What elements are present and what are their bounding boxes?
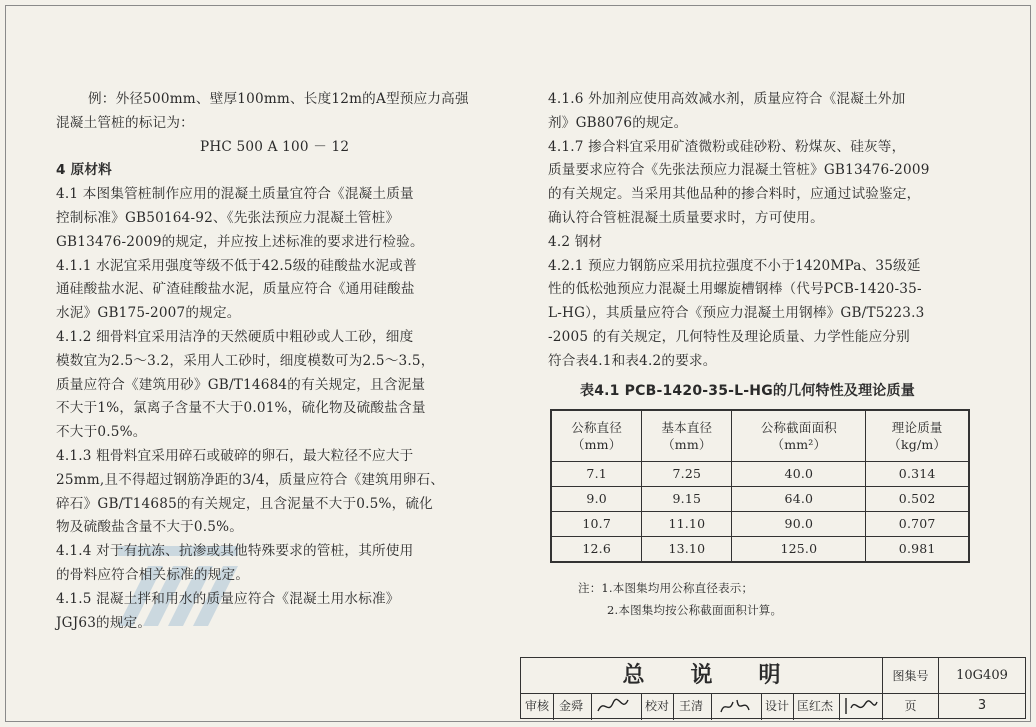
body-line: 性的低松弛预应力混凝土用螺旋槽钢棒（代号PCB-1420-35- (548, 281, 922, 298)
example-code: PHC 500 A 100 － 12 (200, 138, 350, 155)
body-line: 质量要求应符合《先张法预应力混凝土管桩》GB13476-2009 (548, 162, 930, 179)
body-line: 物及硫酸盐含量不大于0.5%。 (56, 519, 244, 536)
body-line: 不大于1%，氯离子含量不大于0.01%，硫化物及硫酸盐含量 (56, 400, 426, 417)
table-cell: 40.0 (732, 462, 866, 487)
checker-name: 王清 (679, 699, 704, 713)
atlas-number-label: 图集号 (883, 658, 939, 694)
example-line: 例：外径500mm、壁厚100mm、长度12m的A型预应力高强 (88, 91, 469, 107)
divider (839, 694, 840, 720)
header-name: 理论质量 (891, 420, 943, 436)
divider (553, 694, 554, 720)
table-header-cell (866, 410, 969, 462)
atlas-number: 10G409 (939, 658, 1025, 694)
check-label: 校对 (645, 699, 670, 713)
body-line: 控制标准》GB50164-92、《先张法预应力混凝土管桩》 (56, 209, 400, 226)
designer-name: 匡红杰 (797, 699, 834, 713)
body-line: 的骨料应符合相关标准的规定。 (56, 566, 250, 583)
body-line: 4.2 钢材 (548, 233, 603, 250)
body-line: 质量应符合《建筑用砂》GB/T14684的有关规定，且含泥量 (56, 376, 426, 393)
body-line: 符合表4.1和表4.2的要求。 (548, 352, 717, 369)
body-line: 碎石》GB/T14685的有关规定，且含泥量不大于0.5%，硫化 (56, 495, 433, 512)
body-line: 4.1.1 水泥宜采用强度等级不低于42.5级的硅酸盐水泥或普 (56, 257, 417, 274)
table-header-cell (642, 410, 732, 462)
table-header-cell (551, 410, 642, 462)
example-line: 混凝土管桩的标记为： (56, 114, 194, 131)
table-cell: 0.981 (866, 536, 969, 561)
body-line: -2005 的有关规定，几何特性及理论质量、力学性能应分别 (548, 328, 910, 345)
body-line: 4.1.2 细骨料宜采用洁净的天然硬质中粗砂或人工砂，细度 (56, 328, 414, 345)
body-line: L-HG），其质量应符合《预应力混凝土用钢棒》GB/T5223.3 (548, 305, 925, 322)
table-header-row (551, 410, 969, 462)
body-line: 4.2.1 预应力钢筋应采用抗拉强度不小于1420MPa、35级延 (548, 257, 921, 274)
table-cell: 0.314 (866, 462, 969, 487)
page-label: 页 (883, 694, 939, 718)
table-row (551, 511, 969, 536)
table-cell: 0.502 (866, 487, 969, 512)
designer-signature (843, 694, 879, 718)
divider (641, 694, 642, 720)
right-column (548, 88, 988, 621)
table-cell: 11.10 (642, 511, 732, 536)
body-line: 确认符合管桩混凝土质量要求时，方可使用。 (548, 209, 824, 226)
divider (673, 694, 674, 720)
table-cell: 125.0 (732, 536, 866, 561)
title-block (520, 657, 1026, 719)
body-line: 通硅酸盐水泥、矿渣硅酸盐水泥，质量应符合《通用硅酸盐 (56, 281, 415, 298)
body-line: 4.1.4 对于有抗冻、抗渗或其他特殊要求的管桩，其所使用 (56, 543, 414, 560)
table-cell: 9.15 (642, 487, 732, 512)
divider (761, 694, 762, 720)
header-name: 公称截面面积 (760, 420, 837, 436)
header-name: 公称直径 (571, 420, 623, 436)
table-notes (548, 577, 988, 621)
body-line: 的有关规定。当采用其他品种的掺合料时，应通过试验鉴定， (548, 186, 921, 203)
note: 2.本图集均按公称截面面积计算。 (607, 602, 783, 617)
body-line: 4.1 本图集管桩制作应用的混凝土质量宜符合《混凝土质量 (56, 186, 414, 203)
table-row (551, 487, 969, 512)
header-unit: （mm²） (771, 437, 827, 453)
header-unit: （mm） (571, 437, 622, 453)
body-line: 剂》GB8076的规定。 (548, 114, 688, 131)
table-header-cell (732, 410, 866, 462)
table-cell: 90.0 (732, 511, 866, 536)
signature-row (521, 694, 883, 720)
body-line: JGJ63的规定。 (56, 614, 152, 631)
divider (711, 694, 712, 720)
reviewer-name: 金舜 (559, 699, 584, 713)
checker-signature (717, 694, 753, 718)
table-cell: 0.707 (866, 511, 969, 536)
table-cell: 7.1 (551, 462, 642, 487)
table-cell: 9.0 (551, 487, 642, 512)
table-row (551, 536, 969, 561)
table-cell: 12.6 (551, 536, 642, 561)
body-line: 4.1.6 外加剂应使用高效减水剂，质量应符合《混凝土外加 (548, 91, 906, 107)
divider (591, 694, 592, 720)
header-unit: （kg/m） (888, 437, 947, 453)
left-column (56, 88, 486, 635)
body-line: 25mm,且不得超过钢筋净距的3/4，质量应符合《建筑用卵石、 (56, 471, 445, 488)
body-line: 4.1.5 混凝土拌和用水的质量应符合《混凝土用水标准》 (56, 590, 400, 607)
table-caption: 表4.1 PCB-1420-35-L-HG的几何特性及理论质量 (580, 382, 915, 399)
section-heading: 4 原材料 (56, 162, 112, 179)
table-cell: 7.25 (642, 462, 732, 487)
body-line: 4.1.7 掺合料宜采用矿渣微粉或硅砂粉、粉煤灰、硅灰等， (548, 138, 906, 155)
table-cell: 13.10 (642, 536, 732, 561)
table-cell: 64.0 (732, 487, 866, 512)
body-line: 不大于0.5%。 (56, 424, 147, 441)
body-line: 模数宜为2.5～3.2，采用人工砂时，细度模数可为2.5～3.5， (56, 352, 435, 369)
design-label: 设计 (765, 699, 790, 713)
divider (793, 694, 794, 720)
review-label: 审核 (525, 699, 550, 713)
header-unit: （mm） (662, 437, 712, 453)
reviewer-signature (595, 694, 631, 718)
body-line: 4.1.3 粗骨料宜采用碎石或破碎的卵石，最大粒径不应大于 (56, 447, 414, 464)
body-line: 水泥》GB175-2007的规定。 (56, 305, 241, 322)
note: 注：1.本图集均用公称直径表示； (578, 580, 754, 595)
page-number: 3 (977, 698, 987, 713)
body-line: GB13476-2009的规定，并应按上述标准的要求进行检验。 (56, 233, 424, 250)
geometry-table (550, 409, 970, 562)
drawing-title: 总说明 (521, 658, 883, 694)
header-name: 基本直径 (661, 420, 713, 436)
table-row (551, 462, 969, 487)
table-cell: 10.7 (551, 511, 642, 536)
